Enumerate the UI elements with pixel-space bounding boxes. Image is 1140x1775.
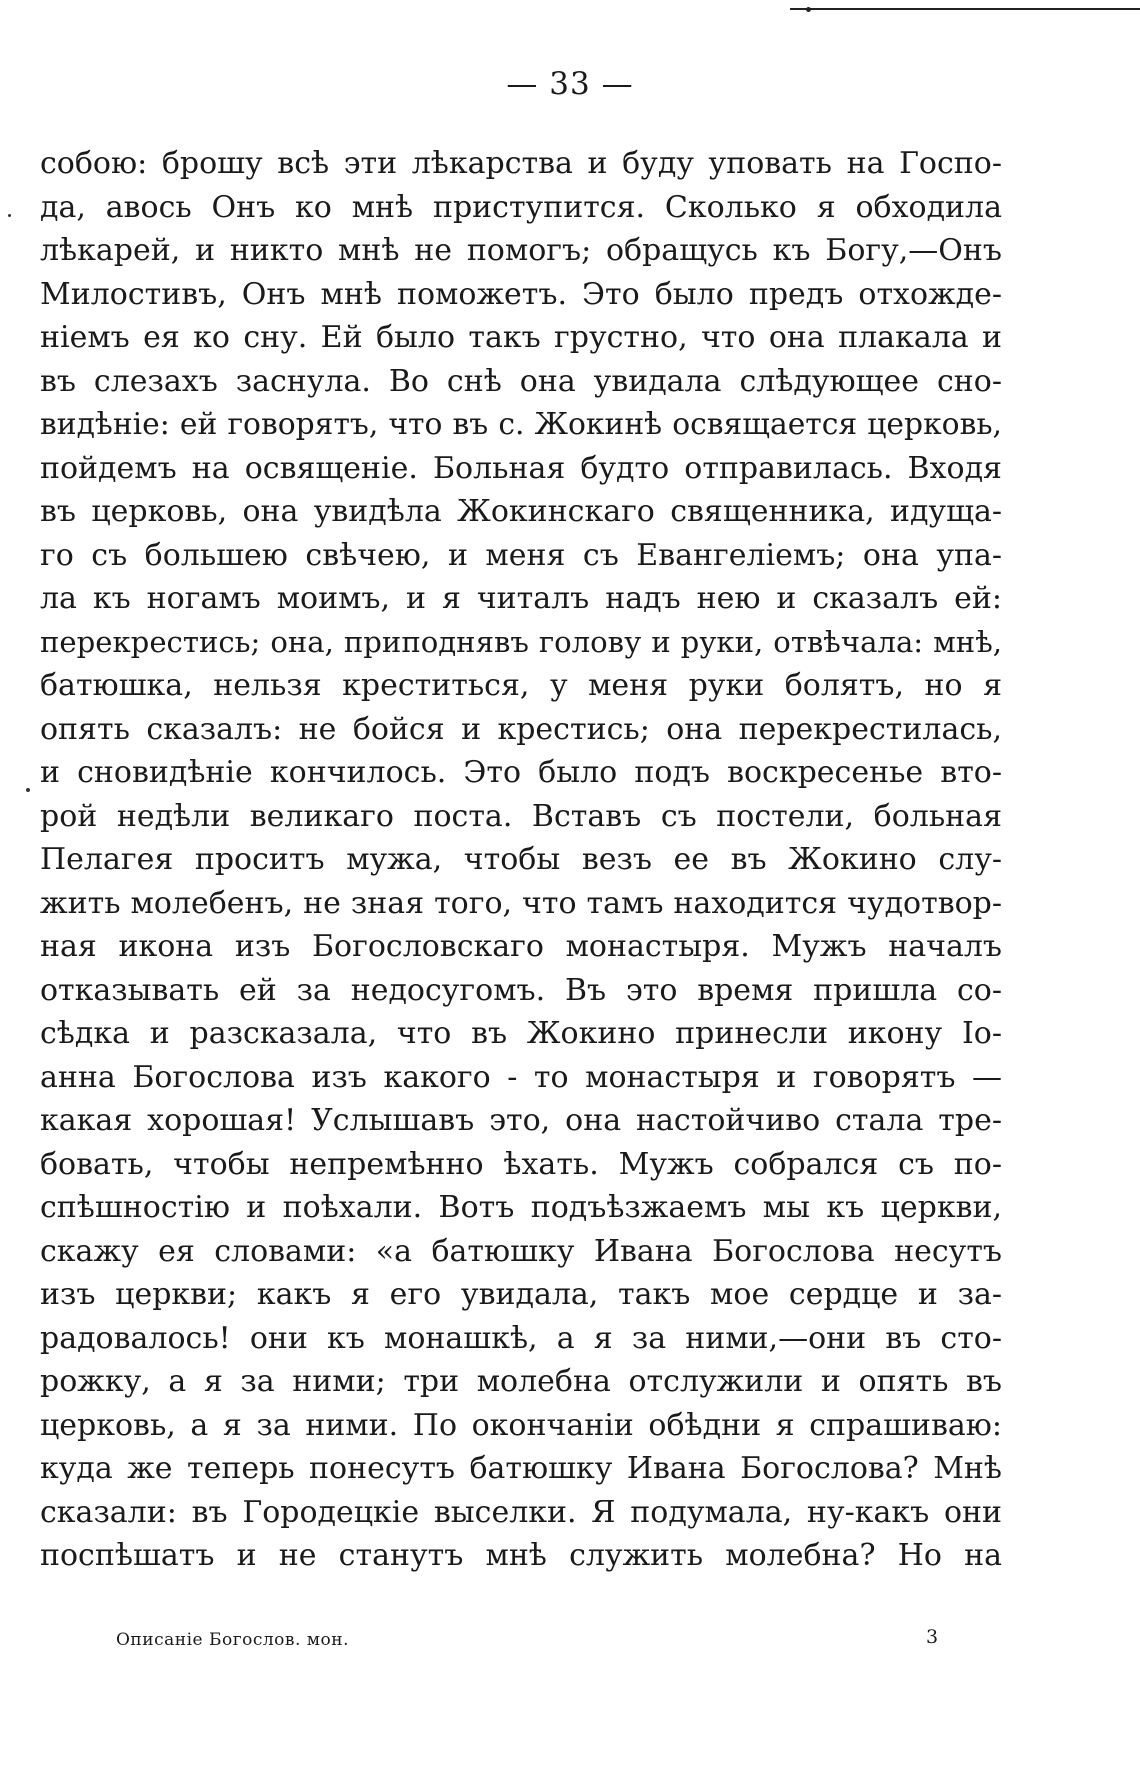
text-line: бовать, чтобы непремѣнно ѣхать. Мужъ собрался съ по- [40,1146,1002,1182]
text-line: Милостивъ, Онъ мнѣ поможетъ. Это было предъ отхожде- [40,276,1002,312]
text-line: да, авось Онъ ко мнѣ приступится. Сколько я обходила [40,189,1002,225]
text-line: рожку, а я за ними; три молебна отслужили и опять въ [40,1364,1002,1399]
text-line: Пелагея проситъ мужа, чтобы везъ ее въ Жокино слу- [40,842,1002,877]
text-line: лѣкарей, и никто мнѣ не помогъ; обращусь къ Богу,—Онъ [40,233,1002,268]
text-line: куда же теперь понесутъ батюшку Ивана Богослова? Мнѣ [40,1451,1002,1486]
ink-speck [26,788,30,792]
signature-mark: Описаніе Богослов. мон. [116,1630,349,1650]
ink-speck [8,214,11,217]
text-line: сказали: въ Городецкіе выселки. Я подумала, ну-какъ они [40,1494,1002,1530]
text-line: анна Богослова изъ какого - то монастыря и говорятъ — [40,1059,1002,1095]
text-line: го съ большею свѣчею, и меня съ Евангеліемъ; она упа- [40,537,1002,573]
text-line: перекрестись; она, приподнявъ голову и руки, отвѣчала: мнѣ, [40,624,1002,659]
text-line: въ церковь, она увидѣла Жокинскаго священника, идуща- [40,494,1002,529]
text-line: батюшка, нельзя креститься, у меня руки болятъ, но я [40,668,1002,703]
sheet-number: 3 [926,1626,939,1648]
body-text [40,142,1002,1578]
text-line: видѣніе: ей говорятъ, что въ с. Жокинѣ освящается церковь, [40,407,1002,442]
page-footer [40,1620,1002,1660]
ink-speck [806,7,811,12]
page-number: — 33 — [506,66,634,102]
text-line: сѣдка и разсказала, что въ Жокино принесли икону Іо- [40,1016,1002,1051]
text-line: ная икона изъ Богословскаго монастыря. Мужъ началъ [40,929,1002,964]
text-line: въ слезахъ заснула. Во снѣ она увидала слѣдующее сно- [40,363,1002,399]
text-line: рой недѣли великаго поста. Вставъ съ постели, больная [40,798,1002,834]
text-line: скажу ея словами: «а батюшку Ивана Богослова несутъ [40,1233,1002,1269]
text-line: какая хорошая! Услышавъ это, она настойчиво стала тре- [40,1103,1002,1138]
text-line: собою: брошу всѣ эти лѣкарства и буду уповать на Госпо- [40,146,1002,181]
text-line: изъ церкви; какъ я его увидала, такъ мое сердце и за- [40,1277,1002,1312]
text-line: поспѣшатъ и не станутъ мнѣ служить молебна? Но на [40,1538,1002,1573]
text-line: жить молебенъ, не зная того, что тамъ находится чудотвор- [40,885,1002,921]
text-line: церковь, а я за ними. По окончаніи обѣдни я спрашиваю: [40,1407,1002,1443]
text-line: ніемъ ея ко сну. Ей было такъ грустно, что она плакала и [40,320,1002,355]
text-line: ла къ ногамъ моимъ, и я читалъ надъ нею и сказалъ ей: [40,581,1002,616]
text-line: спѣшностію и поѣхали. Вотъ подъѣзжаемъ мы къ церкви, [40,1190,1002,1225]
text-line: опять сказалъ: не бойся и крестись; она перекрестилась, [40,711,1002,747]
text-line: пойдемъ на освященіе. Больная будто отправилась. Входя [40,450,1002,486]
top-edge-rule [790,8,1140,10]
text-line: и сновидѣніе кончилось. Это было подъ воскресенье вто- [40,755,1002,790]
text-line: отказывать ей за недосугомъ. Въ это время пришла со- [40,972,1002,1008]
text-line: радовалось! они къ монашкѣ, а я за ними,—они въ сто- [40,1320,1002,1356]
